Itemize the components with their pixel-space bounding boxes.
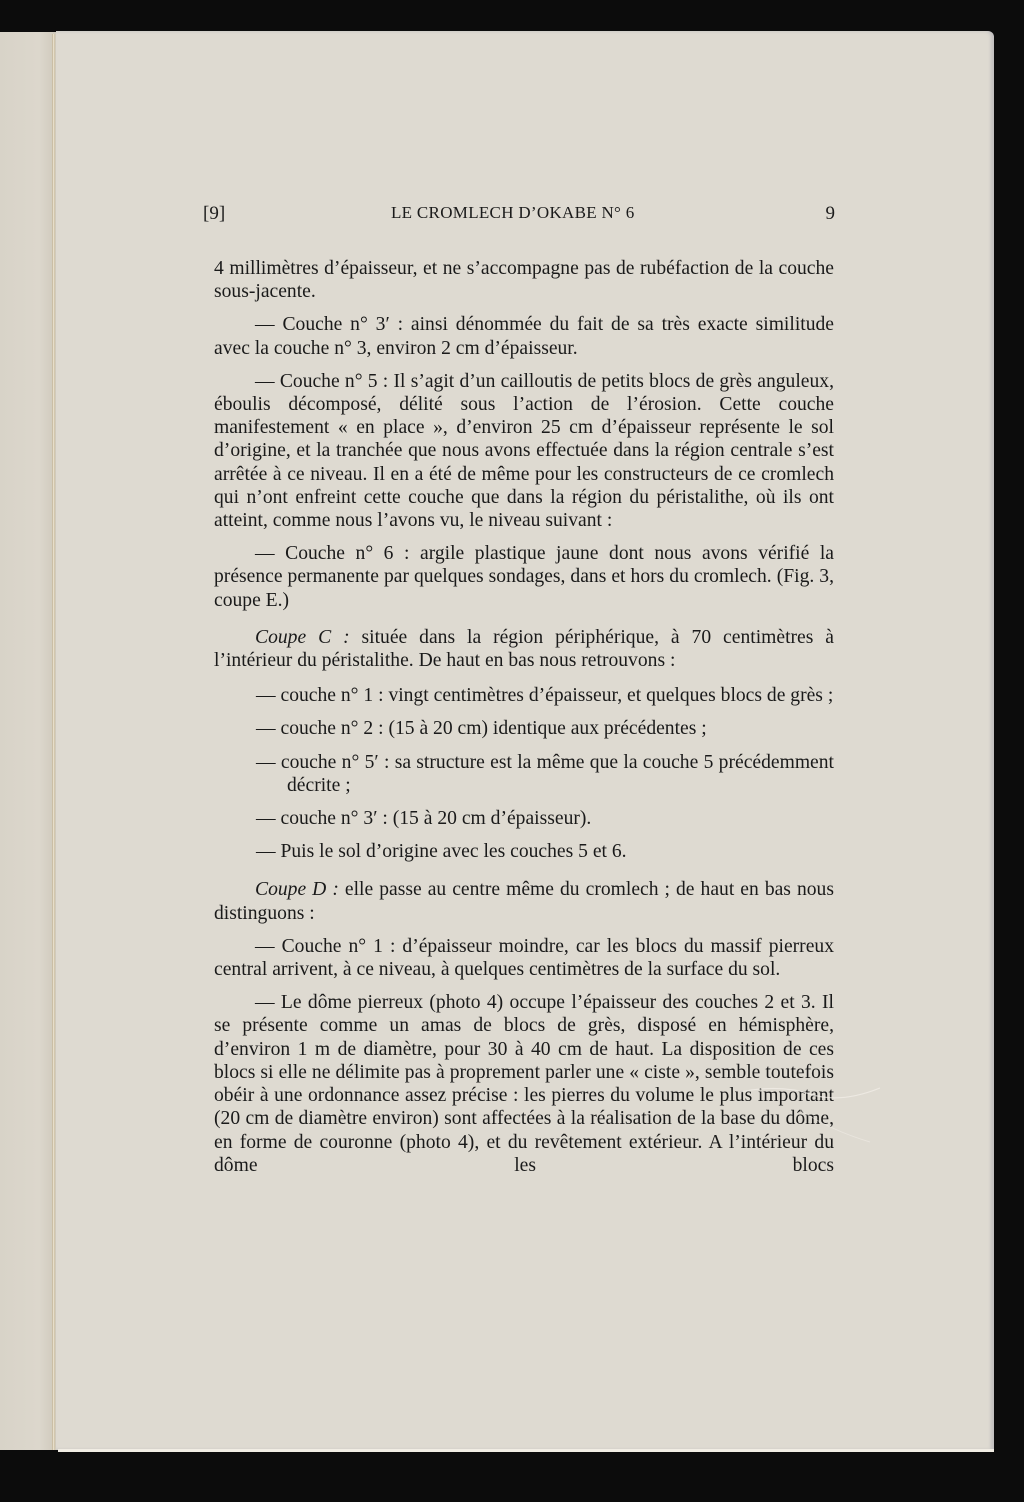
list-item: — couche n° 2 : (15 à 20 cm) identique aux précédentes ; <box>256 718 707 740</box>
book-spine <box>52 34 55 1450</box>
page-number: 9 <box>825 203 835 224</box>
paragraph-dome-pierreux: — Le dôme pierreux (photo 4) occupe l’épaisseur des couches 2 et 3. Il se présente comme un amas de blocs de grès, disposé en hémisphère, d’environ 1 m de diamètre, pour 30 à 40 cm de haut. La disposition de ces blocs si elle ne délimite pas à proprement parler une « ciste », semble toutefois obéir à une ordonnance assez précise : les pierres du volume le plus important (20 cm de diamètre environ) sont affectées à la réalisation de la base du dôme, en forme de couronne (photo 4), et du revêtement extérieur. A l’intérieur du dôme les blocs <box>214 992 834 1176</box>
paragraph-couche-5: — Couche n° 5 : Il s’agit d’un cailloutis de petits blocs de grès anguleux, éboulis décomposé, délité sous l’action de l’érosion. Cette couche manifestement « en place », d’environ 25 cm d’épaisseur représente le sol d’origine, et la tranchée que nous avons effectuée dans la région centrale s’est arrêtée à ce niveau. Il en a été de même pour les constructeurs de ce cromlech qui n’ont enfreint cette couche que dans la région du péristalithe, où ils ont atteint, comme nous l’avons vu, le niveau suivant : <box>214 370 834 532</box>
folio-bracket-number: [9] <box>203 203 226 224</box>
body-text <box>214 257 834 1187</box>
paragraph-coupe-d <box>214 878 834 924</box>
page-bottom-edge <box>58 1449 994 1452</box>
coupe-c-text: située dans la région périphérique, à 70 centimètres à l’intérieur du péristalithe. De haut en bas nous retrouvons : <box>214 626 834 672</box>
list-item: — couche n° 3′ : (15 à 20 cm d’épaisseur). <box>256 808 592 830</box>
coupe-d-label: Coupe D : <box>255 879 339 901</box>
running-title: LE CROMLECH D’OKABE N° 6 <box>391 203 635 222</box>
list-item: — couche n° 5′ : sa structure est la même que la couche 5 précédemment décrite ; <box>256 751 834 796</box>
paragraph-coupe-c <box>214 626 834 672</box>
paragraph-couche-1: — Couche n° 1 : d’épaisseur moindre, car les blocs du massif pierreux central arrivent, à ce niveau, à quelques centimètres de la surface du sol. <box>214 935 834 981</box>
list-item: — couche n° 1 : vingt centimètres d’épaisseur, et quelques blocs de grès ; <box>256 685 834 707</box>
coupe-d-text: elle passe au centre même du cromlech ; de haut en bas nous distinguons : <box>214 879 834 924</box>
paragraph-couche-6: — Couche n° 6 : argile plastique jaune dont nous avons vérifié la présence permanente par quelques sondages, dans et hors du cromlech. (Fig. 3, coupe E.) <box>214 543 834 611</box>
paragraph-couche-3prime: — Couche n° 3′ : ainsi dénommée du fait de sa très exacte similitude avec la couche n° 3, environ 2 cm d’épaisseur. <box>214 314 834 359</box>
list-item: — Puis le sol d’origine avec les couches 5 et 6. <box>256 841 627 863</box>
running-header <box>203 203 835 227</box>
coupe-c-label: Coupe C : <box>255 626 350 648</box>
facing-page-edge <box>0 32 56 1450</box>
paragraph: 4 millimètres d’épaisseur, et ne s’accompagne pas de rubéfaction de la couche sous-jacente. <box>214 258 834 303</box>
